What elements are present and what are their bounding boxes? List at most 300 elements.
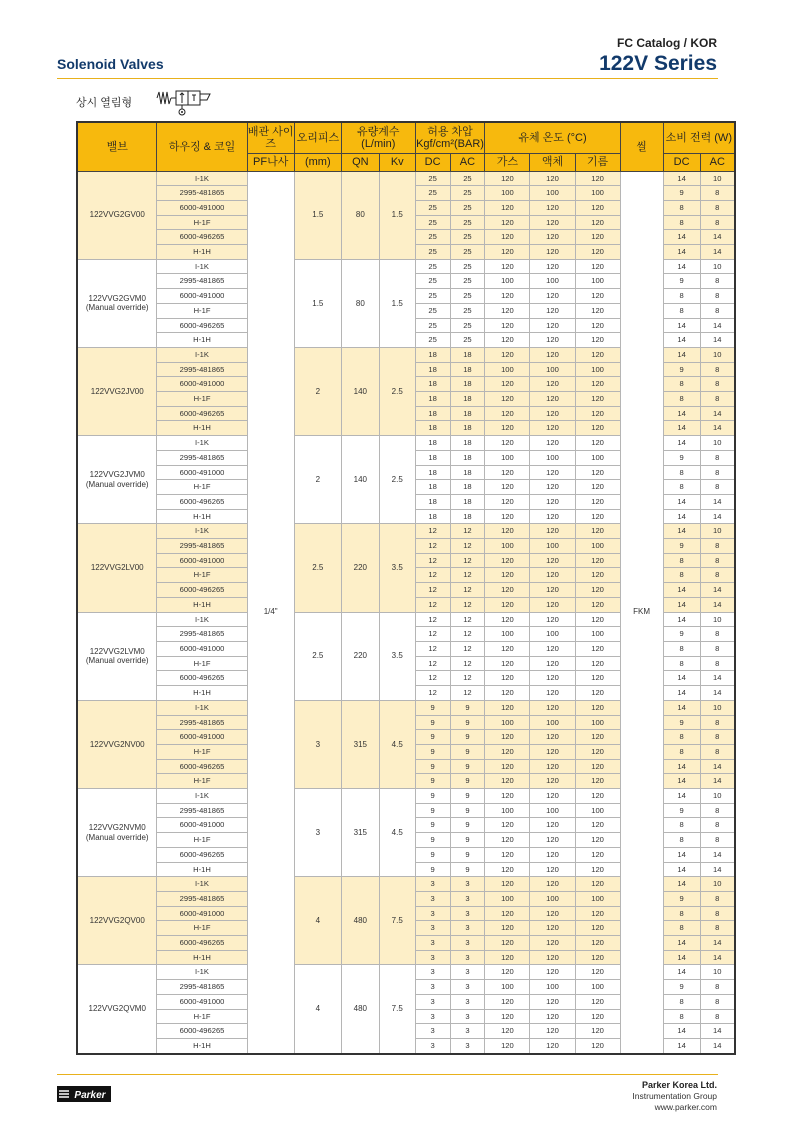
pressure-ac-cell: 12 [450,524,485,539]
power-dc-cell: 9 [663,274,700,289]
pressure-dc-cell: 25 [415,245,450,260]
coil-cell: 6000-496265 [157,671,247,686]
svg-text:Parker: Parker [74,1090,106,1101]
power-ac-cell: 10 [700,965,735,980]
temp-liquid-cell: 120 [530,1009,575,1024]
temp-liquid-cell: 120 [530,436,575,451]
pressure-dc-cell: 25 [415,333,450,348]
pressure-ac-cell: 25 [450,318,485,333]
temp-oil-cell: 120 [575,568,620,583]
coil-cell: 2995-481865 [157,362,247,377]
power-dc-cell: 14 [663,1038,700,1053]
power-dc-cell: 14 [663,847,700,862]
temp-liquid-cell: 120 [530,259,575,274]
temp-liquid-cell: 120 [530,818,575,833]
temp-liquid-cell: 120 [530,847,575,862]
pressure-dc-cell: 3 [415,877,450,892]
pressure-dc-cell: 9 [415,833,450,848]
coil-cell: 2995-481865 [157,715,247,730]
temp-gas-cell: 120 [485,597,530,612]
pressure-dc-cell: 18 [415,347,450,362]
power-ac-cell: 14 [700,847,735,862]
pressure-ac-cell: 9 [450,700,485,715]
power-dc-cell: 8 [663,833,700,848]
kv-cell: 7.5 [379,965,415,1054]
pressure-ac-cell: 12 [450,539,485,554]
power-dc-cell: 14 [663,597,700,612]
power-ac-cell: 8 [700,1009,735,1024]
coil-cell: 2995-481865 [157,450,247,465]
coil-cell: H-1H [157,333,247,348]
temp-liquid-cell: 120 [530,553,575,568]
coil-cell: H-1H [157,421,247,436]
temp-oil-cell: 120 [575,465,620,480]
temp-liquid-cell: 120 [530,671,575,686]
power-ac-cell: 14 [700,509,735,524]
valve-model-cell [77,965,157,1054]
temp-gas-cell: 120 [485,259,530,274]
temp-oil-cell: 120 [575,318,620,333]
coil-cell: H-1F [157,1009,247,1024]
pressure-dc-cell: 9 [415,818,450,833]
pressure-dc-cell: 25 [415,186,450,201]
pressure-dc-cell: 25 [415,318,450,333]
pressure-dc-cell: 3 [415,965,450,980]
pressure-dc-cell: 18 [415,436,450,451]
power-ac-cell: 14 [700,318,735,333]
power-dc-cell: 14 [663,936,700,951]
temp-gas-cell: 120 [485,568,530,583]
pressure-ac-cell: 18 [450,406,485,421]
coil-cell: H-1F [157,568,247,583]
power-ac-cell: 14 [700,936,735,951]
pressure-ac-cell: 18 [450,392,485,407]
pressure-ac-cell: 3 [450,994,485,1009]
pressure-dc-cell: 12 [415,686,450,701]
temp-gas-cell: 100 [485,362,530,377]
pressure-ac-cell: 9 [450,744,485,759]
temp-oil-cell: 120 [575,612,620,627]
temp-gas-cell: 120 [485,392,530,407]
power-dc-cell: 14 [663,421,700,436]
power-ac-cell: 14 [700,230,735,245]
power-dc-cell: 8 [663,921,700,936]
coil-cell: 2995-481865 [157,186,247,201]
pressure-dc-cell: 25 [415,259,450,274]
pressure-dc-cell: 3 [415,994,450,1009]
power-ac-cell: 10 [700,877,735,892]
temp-liquid-cell: 120 [530,509,575,524]
kv-cell: 7.5 [379,877,415,965]
power-dc-cell: 8 [663,465,700,480]
coil-cell: H-1F [157,392,247,407]
temp-oil-cell: 120 [575,789,620,804]
pressure-dc-cell: 3 [415,1024,450,1039]
temp-oil-cell: 120 [575,524,620,539]
power-dc-cell: 14 [663,759,700,774]
seal-cell: FKM [620,171,663,1054]
temp-liquid-cell: 120 [530,392,575,407]
temp-oil-cell: 120 [575,965,620,980]
temp-liquid-cell: 120 [530,906,575,921]
coil-cell: 6000-491000 [157,906,247,921]
temp-liquid-cell: 100 [530,803,575,818]
pressure-dc-cell: 9 [415,803,450,818]
power-dc-cell: 14 [663,406,700,421]
pressure-ac-cell: 9 [450,862,485,877]
coil-cell: H-1H [157,597,247,612]
power-ac-cell: 14 [700,671,735,686]
temp-gas-cell: 100 [485,274,530,289]
temp-gas-cell: 120 [485,318,530,333]
power-ac-cell: 14 [700,406,735,421]
temp-gas-cell: 120 [485,289,530,304]
pressure-dc-cell: 25 [415,289,450,304]
pressure-dc-cell: 25 [415,274,450,289]
temp-gas-cell: 120 [485,1038,530,1053]
qn-cell: 315 [341,789,379,877]
pressure-dc-cell: 12 [415,583,450,598]
temp-oil-cell: 120 [575,877,620,892]
temp-oil-cell: 120 [575,200,620,215]
valve-model-cell [77,789,157,877]
coil-cell: 6000-496265 [157,1024,247,1039]
temp-oil-cell: 120 [575,347,620,362]
temp-gas-cell: 120 [485,818,530,833]
pressure-ac-cell: 12 [450,686,485,701]
qn-cell: 480 [341,877,379,965]
temp-gas-cell: 120 [485,465,530,480]
coil-cell: H-1H [157,1038,247,1053]
power-ac-cell: 14 [700,1024,735,1039]
coil-cell: H-1H [157,509,247,524]
kv-cell: 2.5 [379,347,415,435]
power-dc-cell: 14 [663,612,700,627]
coil-cell: 6000-496265 [157,494,247,509]
temp-oil-cell: 120 [575,1024,620,1039]
col-valve: 밸브 [77,122,157,171]
temp-gas-cell: 120 [485,230,530,245]
pressure-ac-cell: 9 [450,759,485,774]
col-temp-oil: 기름 [575,153,620,171]
temp-liquid-cell: 120 [530,303,575,318]
kv-cell: 1.5 [379,259,415,347]
power-ac-cell: 8 [700,465,735,480]
power-dc-cell: 9 [663,539,700,554]
power-dc-cell: 8 [663,553,700,568]
power-ac-cell: 10 [700,789,735,804]
temp-liquid-cell: 120 [530,230,575,245]
valve-model: 122VVG2LV00 [90,563,144,573]
pressure-dc-cell: 18 [415,377,450,392]
temp-gas-cell: 120 [485,921,530,936]
valve-model: 122VVG2JV00 [90,386,144,396]
power-dc-cell: 8 [663,656,700,671]
coil-cell: 6000-491000 [157,994,247,1009]
valve-model-cell [77,347,157,435]
power-dc-cell: 8 [663,642,700,657]
temp-gas-cell: 120 [485,847,530,862]
temp-gas-cell: 100 [485,803,530,818]
col-orifice-unit: (mm) [294,153,341,171]
col-port-unit: PF나사 [247,153,294,171]
temp-liquid-cell: 120 [530,877,575,892]
temp-gas-cell: 100 [485,891,530,906]
catalog-label: FC Catalog / KOR [616,36,717,50]
coil-cell: 6000-491000 [157,818,247,833]
pressure-dc-cell: 3 [415,906,450,921]
temp-oil-cell: 120 [575,392,620,407]
power-dc-cell: 9 [663,627,700,642]
power-ac-cell: 8 [700,186,735,201]
temp-liquid-cell: 120 [530,994,575,1009]
temp-liquid-cell: 120 [530,421,575,436]
orifice-cell: 1.5 [294,259,341,347]
power-dc-cell: 8 [663,392,700,407]
col-power: 소비 전력 (W) [663,122,735,153]
valve-model-note: (Manual override) [85,656,149,666]
temp-oil-cell: 120 [575,847,620,862]
pressure-ac-cell: 3 [450,891,485,906]
temp-liquid-cell: 120 [530,289,575,304]
power-dc-cell: 8 [663,906,700,921]
power-ac-cell: 14 [700,950,735,965]
power-ac-cell: 8 [700,392,735,407]
temp-liquid-cell: 120 [530,377,575,392]
coil-cell: 2995-481865 [157,539,247,554]
coil-cell: 6000-496265 [157,406,247,421]
temp-gas-cell: 100 [485,715,530,730]
temp-oil-cell: 120 [575,230,620,245]
temp-liquid-cell: 120 [530,480,575,495]
col-power-ac: AC [700,153,735,171]
temp-oil-cell: 120 [575,436,620,451]
power-dc-cell: 14 [663,789,700,804]
pressure-dc-cell: 3 [415,980,450,995]
pressure-dc-cell: 18 [415,406,450,421]
temp-oil-cell: 120 [575,862,620,877]
pressure-ac-cell: 12 [450,553,485,568]
power-ac-cell: 8 [700,715,735,730]
temp-oil-cell: 120 [575,730,620,745]
temp-oil-cell: 120 [575,936,620,951]
pressure-ac-cell: 12 [450,612,485,627]
coil-cell: 6000-491000 [157,730,247,745]
orifice-cell: 3 [294,789,341,877]
coil-cell: I-1K [157,612,247,627]
temp-liquid-cell: 100 [530,891,575,906]
temp-oil-cell: 120 [575,700,620,715]
pressure-ac-cell: 25 [450,245,485,260]
power-ac-cell: 8 [700,980,735,995]
power-dc-cell: 14 [663,230,700,245]
power-dc-cell: 8 [663,215,700,230]
coil-cell: 6000-496265 [157,318,247,333]
temp-gas-cell: 120 [485,436,530,451]
temp-oil-cell: 100 [575,627,620,642]
footer-divider [57,1074,718,1075]
temp-liquid-cell: 120 [530,1038,575,1053]
temp-oil-cell: 120 [575,245,620,260]
company-name: Parker Korea Ltd. [641,1080,717,1090]
temp-liquid-cell: 120 [530,333,575,348]
pressure-ac-cell: 18 [450,509,485,524]
power-ac-cell: 8 [700,906,735,921]
pressure-ac-cell: 12 [450,568,485,583]
temp-oil-cell: 100 [575,450,620,465]
temp-gas-cell: 120 [485,936,530,951]
pressure-ac-cell: 12 [450,656,485,671]
temp-oil-cell: 120 [575,656,620,671]
pressure-dc-cell: 25 [415,230,450,245]
pressure-ac-cell: 3 [450,950,485,965]
coil-cell: 2995-481865 [157,803,247,818]
pressure-dc-cell: 12 [415,627,450,642]
pressure-dc-cell: 3 [415,891,450,906]
qn-cell: 315 [341,700,379,788]
power-ac-cell: 14 [700,494,735,509]
temp-gas-cell: 120 [485,759,530,774]
power-dc-cell: 14 [663,671,700,686]
pressure-dc-cell: 9 [415,744,450,759]
temp-gas-cell: 120 [485,700,530,715]
temp-gas-cell: 120 [485,877,530,892]
pressure-ac-cell: 18 [450,480,485,495]
pressure-ac-cell: 25 [450,303,485,318]
pressure-dc-cell: 12 [415,656,450,671]
power-dc-cell: 8 [663,730,700,745]
temp-liquid-cell: 120 [530,965,575,980]
qn-cell: 480 [341,965,379,1054]
pressure-dc-cell: 12 [415,524,450,539]
pressure-ac-cell: 18 [450,421,485,436]
power-dc-cell: 8 [663,289,700,304]
power-dc-cell: 14 [663,1024,700,1039]
pressure-ac-cell: 9 [450,818,485,833]
temp-oil-cell: 120 [575,906,620,921]
temp-liquid-cell: 120 [530,862,575,877]
temp-gas-cell: 120 [485,421,530,436]
pressure-dc-cell: 9 [415,774,450,789]
temp-liquid-cell: 100 [530,715,575,730]
coil-cell: H-1H [157,686,247,701]
power-dc-cell: 9 [663,362,700,377]
pressure-ac-cell: 25 [450,171,485,186]
power-ac-cell: 14 [700,245,735,260]
pressure-ac-cell: 18 [450,377,485,392]
temp-oil-cell: 120 [575,494,620,509]
valve-model-cell [77,877,157,965]
temp-gas-cell: 120 [485,347,530,362]
temp-liquid-cell: 120 [530,730,575,745]
pressure-ac-cell: 12 [450,671,485,686]
coil-cell: 2995-481865 [157,891,247,906]
pressure-dc-cell: 9 [415,700,450,715]
pressure-dc-cell: 9 [415,789,450,804]
power-dc-cell: 9 [663,715,700,730]
temp-liquid-cell: 120 [530,744,575,759]
orifice-cell: 4 [294,965,341,1054]
pressure-dc-cell: 9 [415,730,450,745]
power-ac-cell: 8 [700,818,735,833]
col-pressure-unit: Kgf/cm²(BAR) [416,137,484,150]
power-ac-cell: 8 [700,744,735,759]
power-dc-cell: 14 [663,333,700,348]
col-power-dc: DC [663,153,700,171]
temp-liquid-cell: 100 [530,539,575,554]
power-ac-cell: 10 [700,347,735,362]
power-ac-cell: 8 [700,377,735,392]
temp-liquid-cell: 120 [530,494,575,509]
power-dc-cell: 14 [663,965,700,980]
temp-gas-cell: 120 [485,950,530,965]
kv-cell: 3.5 [379,612,415,700]
coil-cell: I-1K [157,259,247,274]
temp-gas-cell: 120 [485,656,530,671]
power-ac-cell: 14 [700,597,735,612]
coil-cell: I-1K [157,700,247,715]
pressure-ac-cell: 3 [450,906,485,921]
power-dc-cell: 14 [663,583,700,598]
temp-liquid-cell: 120 [530,700,575,715]
pressure-ac-cell: 18 [450,450,485,465]
power-ac-cell: 14 [700,1038,735,1053]
pressure-ac-cell: 9 [450,789,485,804]
pressure-dc-cell: 12 [415,539,450,554]
pressure-ac-cell: 3 [450,1009,485,1024]
temp-oil-cell: 120 [575,686,620,701]
pressure-dc-cell: 3 [415,1009,450,1024]
company-url: www.parker.com [654,1102,717,1112]
port-size-cell: 1/4" [247,171,294,1054]
coil-cell: 6000-491000 [157,553,247,568]
pressure-dc-cell: 18 [415,494,450,509]
temp-liquid-cell: 120 [530,347,575,362]
pressure-dc-cell: 3 [415,936,450,951]
valve-model-cell [77,171,157,259]
valve-model: 122VVG2JVM0 [89,470,145,480]
temp-liquid-cell: 120 [530,524,575,539]
power-ac-cell: 8 [700,921,735,936]
pressure-dc-cell: 3 [415,1038,450,1053]
col-temp-liquid: 액체 [530,153,575,171]
col-housing-coil: 하우징 & 코일 [157,122,247,171]
temp-liquid-cell: 120 [530,774,575,789]
valve-model-cell [77,612,157,700]
valve-spec-table [76,121,736,1055]
power-dc-cell: 8 [663,200,700,215]
power-dc-cell: 14 [663,171,700,186]
temp-oil-cell: 120 [575,259,620,274]
pressure-ac-cell: 9 [450,833,485,848]
temp-liquid-cell: 120 [530,171,575,186]
col-temperature: 유체 온도 (°C) [485,122,620,153]
temp-liquid-cell: 120 [530,950,575,965]
temp-gas-cell: 100 [485,539,530,554]
orifice-cell: 2 [294,436,341,524]
temp-oil-cell: 120 [575,818,620,833]
pressure-ac-cell: 12 [450,627,485,642]
coil-cell: H-1F [157,744,247,759]
col-pressure-label: 허용 차압 [427,125,473,138]
pressure-dc-cell: 25 [415,303,450,318]
temp-liquid-cell: 120 [530,465,575,480]
power-dc-cell: 14 [663,862,700,877]
col-pressure-dc: DC [415,153,450,171]
temp-oil-cell: 100 [575,362,620,377]
temp-oil-cell: 100 [575,891,620,906]
temp-liquid-cell: 120 [530,656,575,671]
